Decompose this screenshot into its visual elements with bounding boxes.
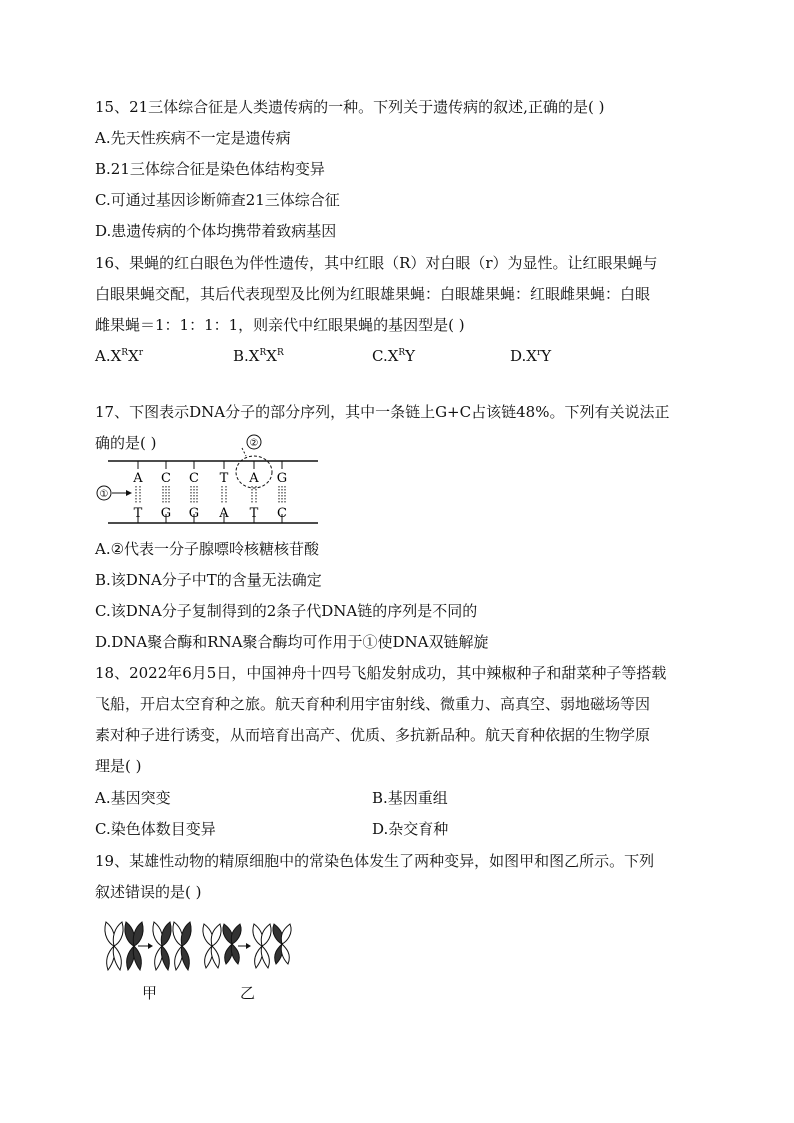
q16-stem-line1: 16、果蝇的红白眼色为伴性遗传，其中红眼（R）对白眼（r）为显性。让红眼果蝇与 bbox=[95, 254, 658, 272]
q18-option-d: D.杂交育种 bbox=[372, 820, 449, 838]
q17-stem-line1: 17、下图表示DNA分子的部分序列，其中一条链上G+C占该链48%。下列有关说法正 bbox=[95, 403, 670, 421]
chromosome-yi-before bbox=[203, 924, 241, 968]
base-top-2: C bbox=[161, 471, 171, 486]
base-bottom-3: G bbox=[188, 506, 200, 521]
q17-option-d: D.DNA聚合酶和RNA聚合酶均可作用于①使DNA双链解旋 bbox=[95, 633, 489, 651]
label-1-arrowhead bbox=[126, 490, 132, 496]
q16-option-a: $A.X^RX^r$ bbox=[95, 347, 144, 365]
q19-stem-line1: 19、某雄性动物的精原细胞中的常染色体发生了两种变异，如图甲和图乙所示。下列 bbox=[95, 852, 655, 870]
q18-stem-line3: 素对种子进行诱变，从而培育出高产、优质、多抗新品种。航天育种依据的生物学原 bbox=[95, 726, 651, 744]
dna-ticks-bottom bbox=[138, 514, 282, 523]
figure-caption-jia: 甲 bbox=[142, 984, 158, 1002]
label-2-pointer bbox=[242, 448, 246, 456]
q15-option-c: C.可通过基因诊断筛查21三体综合征 bbox=[95, 191, 340, 209]
base-top-4: T bbox=[219, 471, 229, 486]
chromosome-diagram bbox=[100, 918, 300, 974]
dna-sequence-diagram bbox=[90, 428, 330, 532]
q18-option-a: A.基因突变 bbox=[95, 789, 171, 807]
q17-option-b: B.该DNA分子中T的含量无法确定 bbox=[95, 571, 322, 589]
hydrogen-bonds bbox=[136, 486, 285, 504]
base-top-6: G bbox=[276, 471, 288, 486]
arrow-yi-head bbox=[246, 943, 251, 949]
label-2: ② bbox=[249, 438, 259, 449]
q16-stem-line2: 白眼果蝇交配，其后代表现型及比例为红眼雄果蝇：白眼雄果蝇：红眼雌果蝇：白眼 bbox=[95, 285, 651, 303]
chromosome-jia-after bbox=[153, 922, 191, 970]
q15-option-d: D.患遗传病的个体均携带着致病基因 bbox=[95, 222, 337, 240]
q16-option-b: $B.X^RX^R$ bbox=[233, 347, 284, 365]
base-top-5: A bbox=[249, 471, 259, 486]
q18-stem-line4: 理是( ) bbox=[95, 757, 142, 775]
q15-option-a: A.先天性疾病不一定是遗传病 bbox=[95, 129, 291, 147]
base-top-3: C bbox=[189, 471, 199, 486]
q17-option-a: A.②代表一分子腺嘌呤核糖核苷酸 bbox=[95, 540, 320, 558]
base-bottom-1: T bbox=[133, 506, 143, 521]
q17-stem-line2: 确的是( ) bbox=[95, 434, 157, 452]
q18-stem-line1: 18、2022年6月5日，中国神舟十四号飞船发射成功，其中辣椒种子和甜菜种子等搭载 bbox=[95, 664, 667, 682]
q15-stem: 15、21三体综合征是人类遗传病的一种。下列关于遗传病的叙述,正确的是( ) bbox=[95, 98, 605, 116]
dna-ticks-top bbox=[138, 461, 282, 469]
q16-option-d: $D.X^rY$ bbox=[510, 347, 552, 365]
q18-option-c: C.染色体数目变异 bbox=[95, 820, 216, 838]
q19-stem-line2: 叙述错误的是( ) bbox=[95, 883, 202, 901]
base-bottom-6: C bbox=[277, 506, 287, 521]
figure-caption-yi: 乙 bbox=[240, 984, 256, 1002]
q16-option-c: $C.X^RY$ bbox=[372, 347, 416, 365]
base-top-1: A bbox=[133, 471, 143, 486]
q15-option-b: B.21三体综合征是染色体结构变异 bbox=[95, 160, 325, 178]
q18-option-b: B.基因重组 bbox=[372, 789, 448, 807]
q18-stem-line2: 飞船，开启太空育种之旅。航天育种利用宇宙射线、微重力、高真空、弱地磁场等因 bbox=[95, 695, 651, 713]
q17-option-c: C.该DNA分子复制得到的2条子代DNA链的序列是不同的 bbox=[95, 602, 478, 620]
chromosome-jia-before bbox=[105, 922, 143, 970]
base-bottom-2: G bbox=[160, 506, 172, 521]
arrow-jia-head bbox=[148, 943, 153, 949]
chromosome-yi-after bbox=[253, 924, 291, 968]
q16-stem-line3: 雌果蝇＝1：1：1：1，则亲代中红眼果蝇的基因型是( ) bbox=[95, 316, 465, 334]
base-bottom-4: A bbox=[219, 506, 229, 521]
base-bottom-5: T bbox=[249, 506, 259, 521]
label-1: ① bbox=[99, 489, 109, 500]
